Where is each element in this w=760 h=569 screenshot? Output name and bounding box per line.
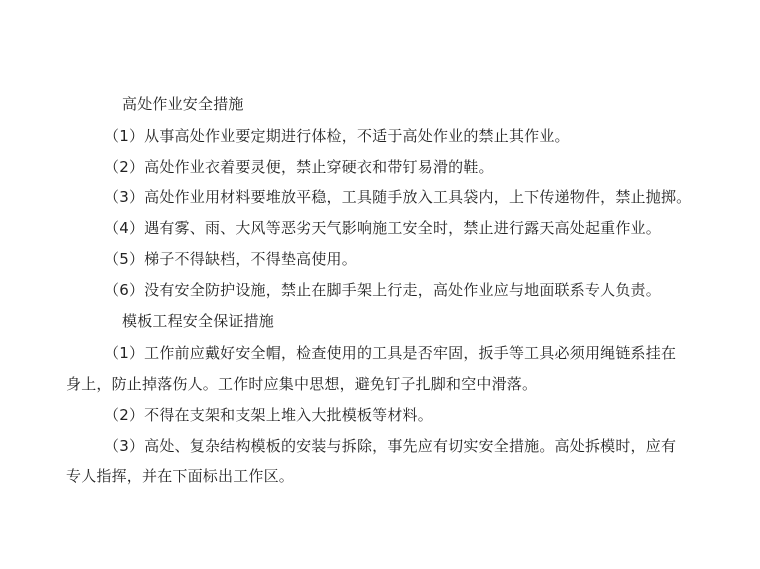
list-item: （5）梯子不得缺档，不得垫高使用。 [104, 250, 357, 268]
section-heading-formwork-safety: 模板工程安全保证措施 [122, 312, 275, 330]
paragraph-line: 身上，防止掉落伤人。工作时应集中思想，避免钉子扎脚和空中滑落。 [66, 375, 538, 393]
list-item: （1）从事高处作业要定期进行体检，不适于高处作业的禁止其作业。 [104, 127, 570, 145]
section-heading-high-altitude-safety: 高处作业安全措施 [122, 95, 244, 113]
list-item: （3）高处作业用材料要堆放平稳，工具随手放入工具袋内，上下传递物件，禁止抛掷。 [104, 188, 692, 206]
paragraph-line: 专人指挥，并在下面标出工作区。 [66, 467, 295, 485]
list-item: （6）没有安全防护设施，禁止在脚手架上行走，高处作业应与地面联系专人负责。 [104, 281, 661, 299]
paragraph-line: （2）不得在支架和支架上堆入大批模板等材料。 [104, 406, 433, 424]
list-item: （2）高处作业衣着要灵便，禁止穿硬衣和带钉易滑的鞋。 [104, 158, 494, 176]
list-item: （4）遇有雾、雨、大风等恶劣天气影响施工安全时，禁止进行露天高处起重作业。 [104, 219, 661, 237]
paragraph-line: （3）高处、复杂结构模板的安装与拆除，事先应有切实安全措施。高处拆模时，应有 [104, 437, 677, 455]
paragraph-line: （1）工作前应戴好安全帽，检查使用的工具是否牢固，扳手等工具必须用绳链系挂在 [104, 344, 677, 362]
